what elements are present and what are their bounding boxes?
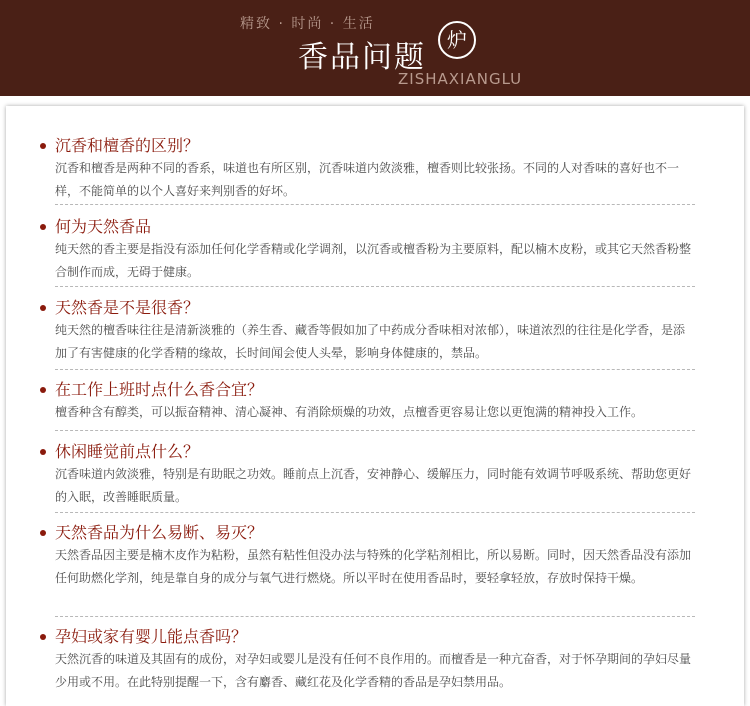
faq-item (35, 297, 695, 365)
bullet-dot-icon (40, 530, 46, 536)
divider (55, 616, 695, 617)
faq-question: 天然香品为什么易断、易灭？ (55, 523, 264, 542)
divider (55, 512, 695, 513)
faq-answer: 纯天然的檀香味往往是清新淡雅的（养生香、藏香等假如加了中药成分香味相对浓郁），味道浓烈的往往是化学香，是添加了有害健康的化学香精的缘故，长时间闻会使人头晕，影响身体健康的，禁品。 (55, 323, 686, 360)
faq-answer: 沉香和檀香是两种不同的香系，味道也有所区别，沉香味道内敛淡雅，檀香则比较张扬。不同的人对香味的喜好也不一样，不能简单的以个人喜好来判别香的好坏。 (55, 161, 680, 198)
faq-question: 孕妇或家有婴儿能点香吗？ (55, 627, 248, 646)
bullet-dot-icon (40, 224, 46, 230)
faq-question: 在工作上班时点什么香合宜？ (55, 380, 264, 399)
bullet-dot-icon (40, 305, 46, 311)
faq-item (35, 379, 695, 424)
divider (55, 286, 695, 287)
faq-answer: 檀香种含有醇类，可以振奋精神、清心凝神、有消除烦燥的功效，点檀香更容易让您以更饱满的精神投入工作。 (55, 405, 644, 419)
header-tagline: 精致 · 时尚 · 生活 (240, 16, 375, 32)
faq-item (35, 522, 695, 590)
bullet-dot-icon (40, 449, 46, 455)
faq-answer: 天然沉香的味道及其固有的成份，对孕妇或婴儿是没有任何不良作用的。而檀香是一种亢奋香，对于怀孕期间的孕妇尽量少用或不用。在此特别提醒一下，含有麝香、藏红花及化学香精的香品是孕妇禁用品。 (55, 652, 692, 689)
faq-answer: 纯天然的香主要是指没有添加任何化学香精或化学调剂，以沉香或檀香粉为主要原料，配以楠木皮粉，或其它天然香粉整合制作而成，无碍于健康。 (55, 242, 692, 279)
faq-answer: 天然香品因主要是楠木皮作为粘粉，虽然有粘性但没办法与特殊的化学粘剂相比，所以易断。同时，因天然香品没有添加任何助燃化学剂，纯是靠自身的成分与氧气进行燃烧。所以平时在使用香品时，要轻拿轻放，存放时保持干燥。 (55, 548, 692, 585)
faq-question: 休闲睡觉前点什么？ (55, 442, 200, 461)
faq-question: 天然香是不是很香？ (55, 298, 200, 317)
faq-item (35, 626, 695, 694)
faq-answer: 沉香味道内敛淡雅，特别是有助眠之功效。睡前点上沉香，安神静心、缓解压力，同时能有效调节呼吸系统、帮助您更好的入眠，改善睡眠质量。 (55, 467, 692, 504)
faq-item (35, 135, 695, 203)
bullet-dot-icon (40, 387, 46, 393)
faq-item (35, 441, 695, 509)
header-banner (0, 0, 750, 96)
logo-glyph: 炉 (447, 28, 467, 52)
bullet-dot-icon (40, 634, 46, 640)
divider (55, 204, 695, 205)
divider (55, 369, 695, 370)
faq-item (35, 216, 695, 284)
header-subtitle: ZISHAXIANGLU (398, 70, 523, 88)
bullet-dot-icon (40, 143, 46, 149)
page-title: 香品问题 (298, 40, 426, 75)
brand-logo-icon (437, 20, 477, 60)
divider (55, 430, 695, 431)
faq-question: 沉香和檀香的区别？ (55, 136, 200, 155)
faq-question: 何为天然香品 (55, 217, 152, 236)
